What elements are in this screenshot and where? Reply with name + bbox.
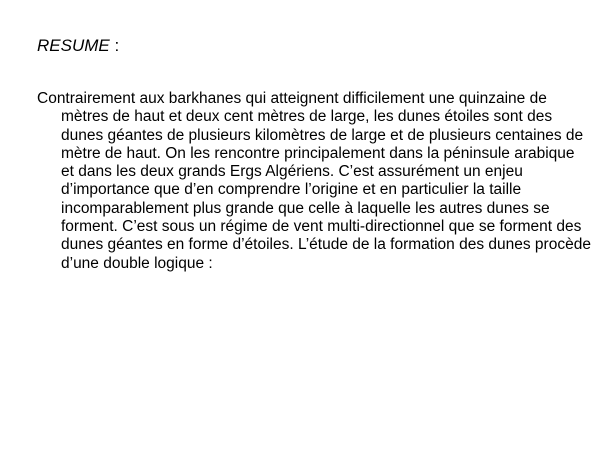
summary-heading	[37, 36, 119, 56]
heading-title: RESUME	[37, 36, 110, 55]
heading-colon: :	[109, 36, 120, 55]
summary-paragraph: Contrairement aux barkhanes qui atteignent difficilement une quinzaine de mètres de haut et deux cent mètres de large, les dunes étoiles sont des dunes géantes de plusieurs kilomètres de large et de plusieurs centaines de mètre de haut. On les rencontre principalement dans la péninsule arabique et dans les deux grands Ergs Algériens. C’est assurément un enjeu d’importance que d’en comprendre l’origine et en particulier la taille incomparablement plus grande que celle à laquelle les autres dunes se forment. C’est sous un régime de vent multi-directionnel que se forment des dunes géantes en forme d’étoiles. L’étude de la formation des dunes procède d’une double logique :	[37, 90, 591, 272]
